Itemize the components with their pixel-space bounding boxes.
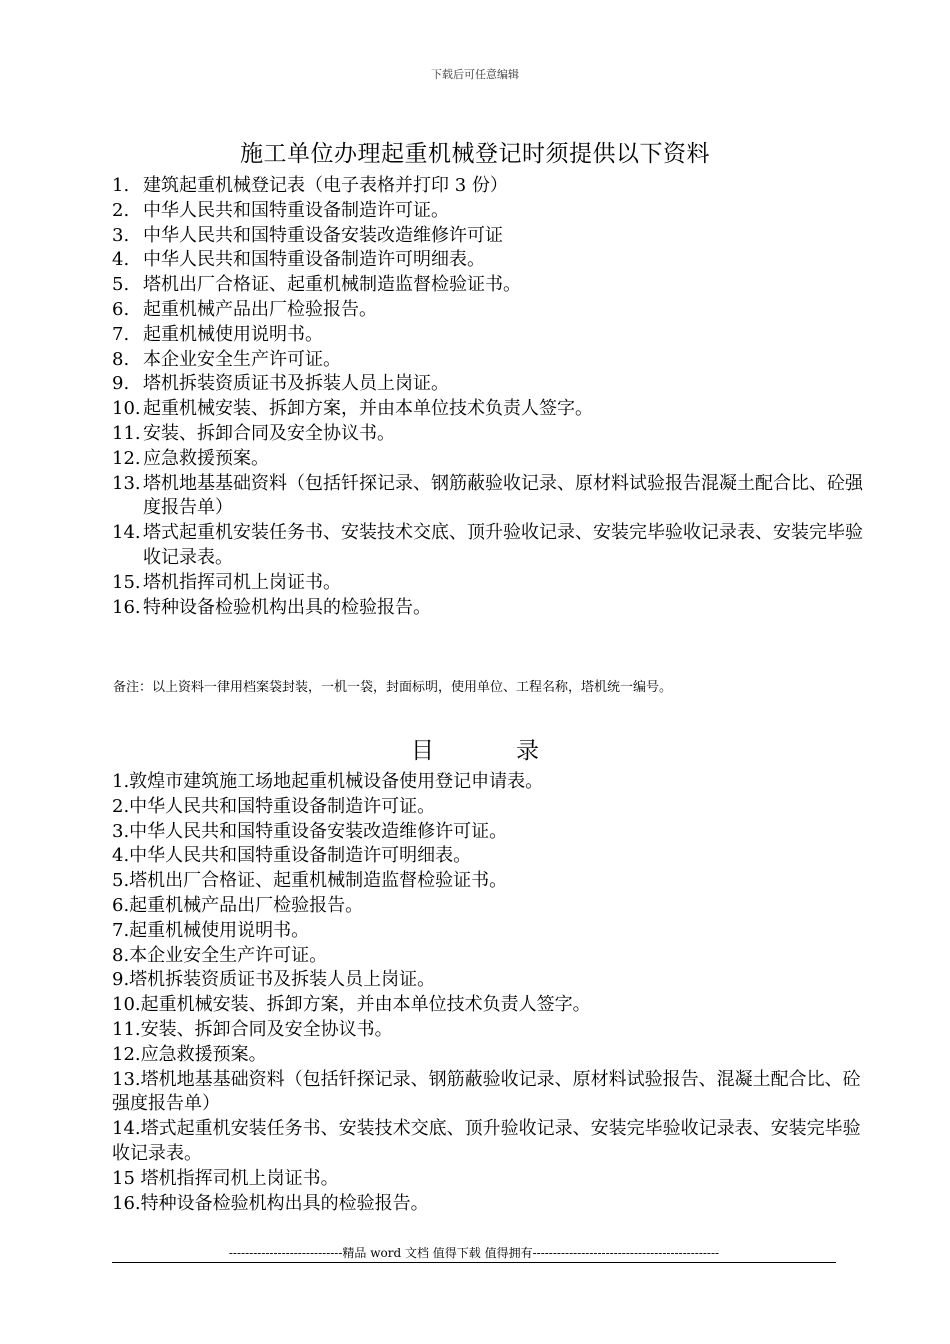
item-text: 塔机地基基础资料（包括钎探记录、钢筋蔽验收记录、原材料试验报告混凝土配合比、砼强度报告单） [143, 472, 863, 519]
item-number: 11. [112, 422, 141, 444]
item-number: 14. [112, 522, 141, 544]
list-item [112, 248, 872, 273]
list-item [112, 273, 872, 298]
item-text: 中华人民共和国特重设备安装改造维修许可证 [143, 224, 503, 246]
toc-item: 5.塔机出厂合格证、起重机械制造监督检验证书。 [112, 870, 508, 892]
item-number: 16. [112, 596, 141, 618]
item-text: 塔机出厂合格证、起重机械制造监督检验证书。 [143, 274, 521, 296]
toc-item: 2.中华人民共和国特重设备制造许可证。 [112, 795, 436, 817]
toc-item: 14.塔式起重机安装任务书、安装技术交底、顶升验收记录、安装完毕验收记录表、安装完毕验收记录表。 [112, 1118, 861, 1164]
item-number: 3. [112, 224, 130, 246]
list-item [112, 472, 872, 522]
item-number: 13. [112, 472, 141, 494]
item-text: 中华人民共和国特重设备制造许可证。 [143, 199, 449, 221]
list-item [112, 422, 872, 447]
requirements-list [112, 174, 872, 620]
list-item [112, 199, 872, 224]
item-number: 8. [112, 348, 130, 370]
toc-item: 11.安装、拆卸合同及安全协议书。 [112, 1018, 393, 1040]
list-item [112, 174, 872, 199]
item-number: 2. [112, 199, 130, 221]
item-text: 起重机械产品出厂检验报告。 [143, 298, 377, 320]
remark-note: 备注：以上资料一律用档案袋封装，一机一袋，封面标明，使用单位、工程名称，塔机统一编号。 [113, 680, 673, 695]
toc-list [112, 770, 872, 1216]
toc-item: 4.中华人民共和国特重设备制造许可明细表。 [112, 845, 472, 867]
item-text: 塔机拆装资质证书及拆装人员上岗证。 [143, 373, 449, 395]
item-text: 塔机指挥司机上岗证书。 [143, 571, 341, 593]
list-item [112, 372, 872, 397]
toc-item: 15 塔机指挥司机上岗证书。 [112, 1167, 339, 1189]
list-item [112, 224, 872, 249]
item-number: 9. [112, 373, 130, 395]
item-number: 1. [112, 175, 130, 196]
toc-item: 13.塔机地基基础资料（包括钎探记录、钢筋蔽验收记录、原材料试验报告、混凝土配合比、砼强度报告单） [112, 1068, 861, 1115]
list-item [112, 348, 872, 373]
header-note: 下载后可任意编辑 [431, 68, 519, 81]
item-text: 安装、拆卸合同及安全协议书。 [143, 422, 395, 444]
toc-item: 10.起重机械安装、拆卸方案，并由本单位技术负责人签字。 [112, 994, 591, 1016]
list-item [112, 323, 872, 348]
item-number: 7. [112, 323, 130, 345]
item-text: 塔式起重机安装任务书、安装技术交底、顶升验收记录、安装完毕验收记录表、安装完毕验收记录表。 [143, 522, 863, 568]
toc-title: 目录 [411, 738, 621, 764]
item-number: 6. [112, 298, 130, 320]
toc-item: 1.敦煌市建筑施工场地起重机械设备使用登记申请表。 [112, 771, 544, 792]
page-title: 施工单位办理起重机械登记时须提供以下资料 [240, 141, 710, 167]
item-number: 4. [112, 249, 130, 271]
list-item [112, 298, 872, 323]
item-number: 5. [112, 274, 130, 296]
list-item [112, 397, 872, 422]
toc-item: 3.中华人民共和国特重设备安装改造维修许可证。 [112, 820, 508, 842]
item-text: 中华人民共和国特重设备制造许可明细表。 [143, 249, 485, 271]
footer-rule [112, 1262, 836, 1263]
toc-item: 12.应急救援预案。 [112, 1043, 267, 1065]
item-text: 起重机械安装、拆卸方案，并由本单位技术负责人签字。 [143, 398, 593, 420]
item-number: 15. [112, 571, 141, 593]
item-number: 12. [112, 447, 141, 469]
toc-item: 7.起重机械使用说明书。 [112, 919, 310, 941]
toc-item: 16.特种设备检验机构出具的检验报告。 [112, 1192, 429, 1214]
list-item [112, 447, 872, 472]
list-item [112, 571, 872, 596]
item-number: 10. [112, 398, 141, 420]
item-text: 建筑起重机械登记表（电子表格并打印 3 份） [143, 175, 508, 196]
toc-item: 8.本企业安全生产许可证。 [112, 944, 328, 966]
item-text: 特种设备检验机构出具的检验报告。 [143, 596, 431, 618]
list-item [112, 521, 872, 571]
toc-item: 9.塔机拆装资质证书及拆装人员上岗证。 [112, 969, 436, 991]
footer-banner: ----------------------------精品 word 文档 值得下载 值得拥有---------------------------------------------- [228, 1246, 720, 1260]
item-text: 起重机械使用说明书。 [143, 323, 323, 345]
item-text: 本企业安全生产许可证。 [143, 348, 341, 370]
list-item [112, 596, 872, 621]
toc-item: 6.起重机械产品出厂检验报告。 [112, 894, 364, 916]
item-text: 应急救援预案。 [143, 447, 269, 469]
